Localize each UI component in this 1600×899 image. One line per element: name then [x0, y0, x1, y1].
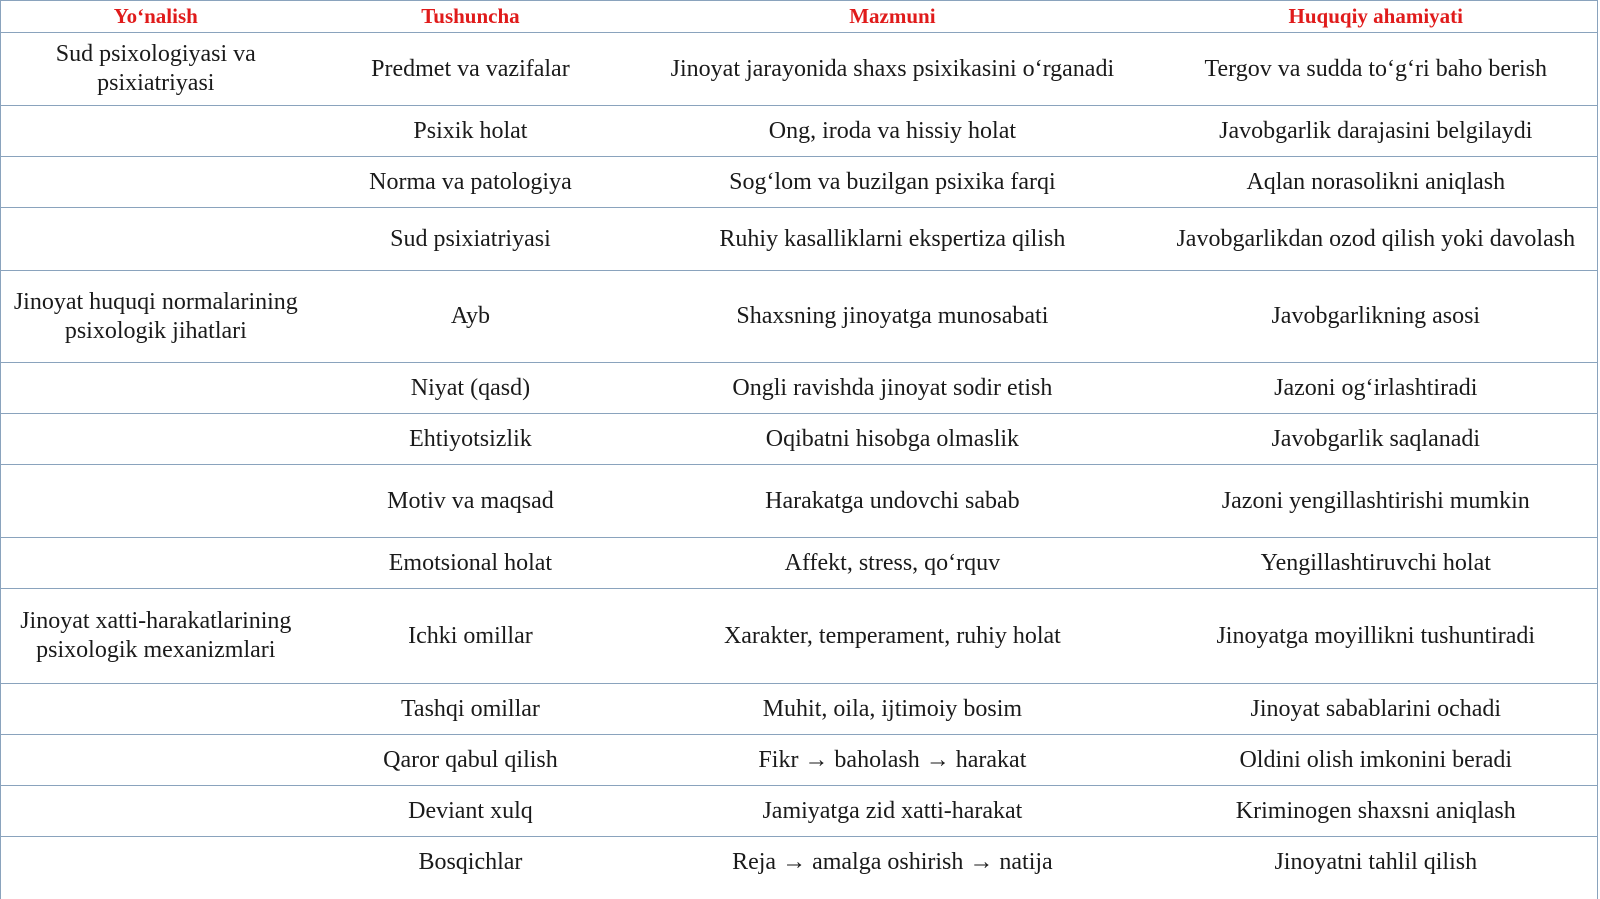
table-row: [1, 837, 1597, 888]
concept-cell: Tashqi omillar: [400, 695, 540, 722]
table-row: [1, 786, 1597, 837]
concept-cell: Ehtiyotsizlik: [409, 425, 532, 452]
significance-cell: Javobgarlik darajasini belgilaydi: [1219, 117, 1533, 144]
table-row: [1, 589, 1597, 684]
table-row: [1, 735, 1597, 786]
content-cell: Ong, iroda va hissiy holat: [768, 117, 1017, 144]
concept-cell: Emotsional holat: [388, 549, 553, 576]
header-content: Mazmuni: [849, 4, 936, 28]
content-cell: Xarakter, temperament, ruhiy holat: [723, 622, 1061, 649]
content-cell: Reja → amalga oshirish → natija: [732, 849, 1053, 875]
table-row: [1, 363, 1597, 414]
concept-cell: Norma va patologiya: [369, 168, 572, 195]
content-cell: Jamiyatga zid xatti-harakat: [762, 797, 1023, 824]
significance-cell: Jazoni yengillashtirishi mumkin: [1221, 487, 1530, 514]
concept-cell: Psixik holat: [413, 117, 528, 144]
content-cell: Affekt, stress, qo‘rquv: [784, 549, 1001, 576]
content-cell: Ongli ravishda jinoyat sodir etish: [732, 374, 1053, 401]
significance-cell: Jinoyatni tahlil qilish: [1274, 849, 1478, 875]
concept-cell: Bosqichlar: [418, 849, 523, 875]
significance-cell: Aqlan norasolikni aniqlash: [1246, 168, 1506, 195]
concept-cell: Sud psixiatriyasi: [390, 225, 551, 252]
concept-cell: Motiv va maqsad: [387, 487, 554, 514]
table-row: [1, 465, 1597, 538]
significance-cell: Jinoyat sabablarini ochadi: [1250, 695, 1502, 722]
direction-cell: Jinoyat huquqi normalarining psixologik jihatlari: [13, 288, 298, 344]
header-significance: Huquqiy ahamiyati: [1288, 4, 1464, 28]
table-row: [1, 538, 1597, 589]
concept-cell: Ayb: [450, 303, 490, 329]
content-cell: Harakatga undovchi sabab: [765, 487, 1020, 514]
content-cell: Ruhiy kasalliklarni ekspertiza qilish: [719, 225, 1066, 252]
concept-cell: Niyat (qasd): [410, 374, 531, 401]
concept-cell: Deviant xulq: [408, 797, 533, 824]
significance-cell: Javobgarlikning asosi: [1271, 303, 1481, 329]
content-cell: Muhit, oila, ijtimoiy bosim: [762, 695, 1023, 722]
table-row: [1, 208, 1597, 271]
significance-cell: Oldini olish imkonini beradi: [1239, 746, 1513, 773]
table-row: [1, 106, 1597, 157]
significance-cell: Kriminogen shaxsni aniqlash: [1235, 797, 1516, 824]
header-direction: Yo‘nalish: [113, 4, 198, 28]
concept-cell: Ichki omillar: [408, 622, 533, 649]
table-row: [1, 414, 1597, 465]
concept-cell: Qaror qabul qilish: [383, 746, 558, 773]
content-cell: Fikr → baholash → harakat: [758, 746, 1027, 773]
significance-cell: Jinoyatga moyillikni tushuntiradi: [1216, 622, 1536, 649]
content-cell: Jinoyat jarayonida shaxs psixikasini o‘rganadi: [670, 55, 1115, 82]
direction-cell: Jinoyat xatti-harakatlarining psixologik mexanizmlari: [20, 608, 292, 663]
concept-cell: Predmet va vazifalar: [371, 55, 570, 82]
content-cell: Oqibatni hisobga olmaslik: [765, 425, 1020, 452]
significance-cell: Jazoni og‘irlashtiradi: [1274, 374, 1478, 401]
content-cell: Sog‘lom va buzilgan psixika farqi: [729, 168, 1056, 195]
significance-cell: Tergov va sudda to‘g‘ri baho berish: [1204, 55, 1548, 82]
significance-cell: Yengillashtiruvchi holat: [1260, 549, 1491, 576]
significance-cell: Javobgarlik saqlanadi: [1271, 425, 1481, 452]
table-row: [1, 271, 1597, 363]
significance-cell: Javobgarlikdan ozod qilish yoki davolash: [1176, 225, 1576, 252]
header-concept: Tushuncha: [421, 4, 520, 28]
table-row: [1, 33, 1597, 106]
table-row: [1, 157, 1597, 208]
table-row: [1, 684, 1597, 735]
direction-cell: Sud psixologiyasi va psixiatriyasi: [55, 41, 256, 96]
content-cell: Shaxsning jinoyatga munosabati: [736, 303, 1049, 329]
table-header: [1, 0, 1597, 33]
